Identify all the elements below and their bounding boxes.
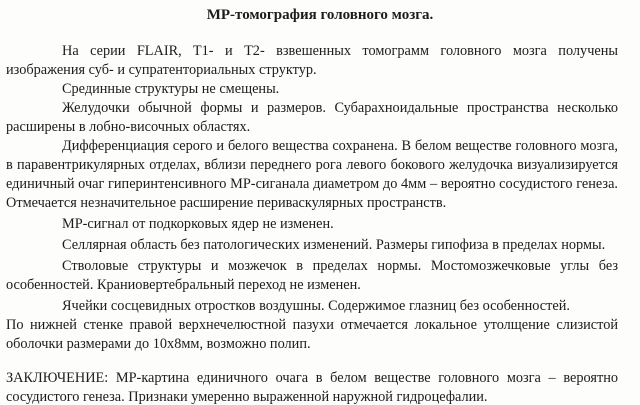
conclusion: ЗАКЛЮЧЕНИЕ: МР-картина единичного очага в белом веществе головного мозга – вероятно сосудистого генеза. Признаки умеренно выраженной наружной гидроцефалии. <box>6 370 618 405</box>
paragraph-series: На серии FLAIR, T1- и T2- взвешенных томограмм головного мозга получены изображения суб- и супратенториальных структур. <box>6 43 618 78</box>
document-title: МР-томография головного мозга. <box>206 7 434 23</box>
paragraph-white-matter: Дифференциация серого и белого вещества сохранена. В белом веществе головного мозга, в паравентрикулярных отделах, вблизи переднего рога левого бокового желудочка визуализируется единичный очаг гиперинтенсивного МР-сиганала диаметром до 4мм – вероятно сосудистого генеза. Отмечается незначительное расширение периваскулярных пространств. <box>6 138 618 211</box>
paragraph-ventricles: Желудочки обычной формы и размеров. Субарахноидальные пространства несколько расширены в лобно-височных областях. <box>6 100 618 135</box>
paragraph-brainstem: Стволовые структуры и мозжечок в пределах нормы. Мостомозжечковые углы без особенностей. Краниовертебральный переход не изменен. <box>6 258 618 293</box>
paragraph-subcortical: МР-сигнал от подкорковых ядер не изменен. <box>62 216 334 232</box>
paragraph-sellar: Селлярная область без патологических изменений. Размеры гипофиза в пределах нормы. <box>62 237 606 253</box>
paragraph-mastoid: Ячейки сосцевидных отростков воздушны. Содержимое глазниц без особенностей. <box>62 298 570 314</box>
paragraph-sinus: По нижней стенке правой верхнечелюстной пазухи отмечается локальное утолщение слизистой оболочки размерами до 10х8мм, возможно полип. <box>6 317 618 352</box>
paragraph-midline: Срединные структуры не смещены. <box>62 81 280 97</box>
